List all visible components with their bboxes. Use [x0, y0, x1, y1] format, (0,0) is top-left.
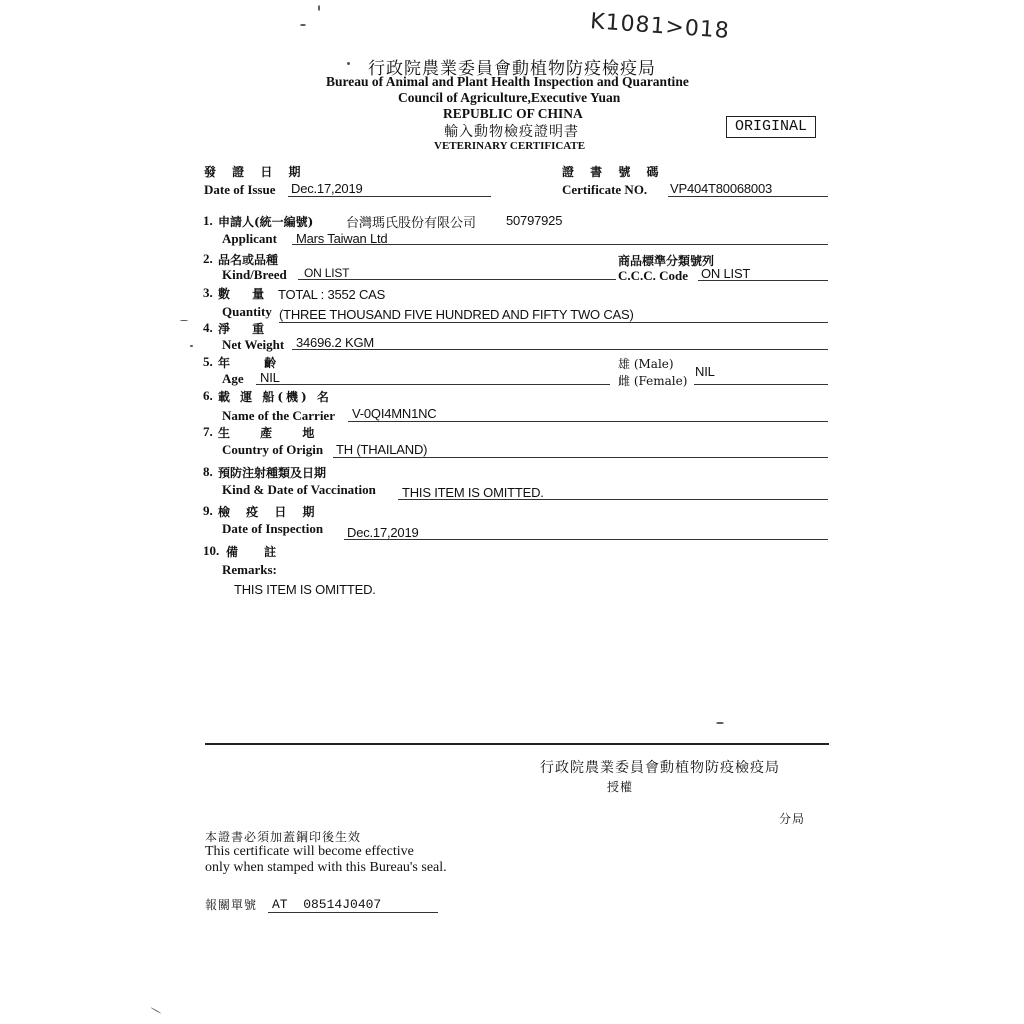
- field-number: 3.: [203, 285, 213, 300]
- inspection-value: Dec.17,2019: [347, 525, 419, 540]
- applicant-id: 50797925: [506, 213, 563, 228]
- origin-label: Country of Origin: [222, 442, 324, 457]
- header-council-en: Council of Agriculture,Executive Yuan: [398, 90, 621, 105]
- seal-note-en-1: This certificate will become effective: [205, 844, 414, 859]
- inspection-label-cn: 檢 疫 日 期: [218, 505, 321, 519]
- applicant-label: Applicant: [222, 231, 277, 246]
- field-number: 9.: [203, 503, 213, 518]
- field-number: 6.: [203, 388, 213, 403]
- kind-value: ON LIST: [304, 266, 350, 280]
- header-country-en: REPUBLIC OF CHINA: [443, 106, 583, 121]
- header-doc-cn: 輸入動物檢疫證明書: [444, 124, 579, 140]
- cert-no-label-cn: 證 書 號 碼: [562, 165, 665, 179]
- kind-label-cn: 品名或品種: [218, 253, 279, 267]
- remarks-label-cn: 備 註: [226, 545, 277, 559]
- scan-speck: [347, 62, 350, 65]
- vaccination-value: THIS ITEM IS OMITTED.: [402, 485, 544, 500]
- applicant-value: Mars Taiwan Ltd: [296, 231, 388, 246]
- footer-branch-cn: 分局: [779, 812, 806, 826]
- footer-divider: [205, 743, 829, 745]
- cert-no-label: Certificate NO.: [562, 182, 648, 197]
- underline: [256, 384, 610, 385]
- quantity-value: (THREE THOUSAND FIVE HUNDRED AND FIFTY TWO CAS): [279, 307, 634, 322]
- field-number: 10.: [203, 543, 220, 558]
- original-stamp-box: ORIGINAL: [726, 116, 816, 138]
- ccc-label: C.C.C. Code: [618, 268, 689, 283]
- header-title-cn: 行政院農業委員會動植物防疫檢疫局: [368, 59, 656, 79]
- customs-label-cn: 報關單號: [205, 898, 258, 912]
- net-weight-label-cn: 淨 重: [218, 322, 265, 336]
- ccc-label-cn: 商品標準分類號列: [618, 254, 715, 268]
- applicant-label-cn: 申請人(統一編號): [218, 215, 314, 229]
- underline: [288, 196, 491, 197]
- field-number: 2.: [203, 251, 213, 266]
- sex-value: NIL: [695, 364, 715, 379]
- remarks-label: Remarks:: [222, 562, 277, 577]
- age-label-cn: 年 齡: [218, 356, 277, 370]
- field-number: 8.: [203, 464, 213, 479]
- quantity-label-cn: 數 量: [218, 287, 265, 301]
- applicant-name-cn: 台灣瑪氏股份有限公司: [346, 216, 477, 231]
- underline: [694, 384, 828, 385]
- scan-speck: [716, 722, 724, 724]
- carrier-value: V-0QI4MN1NC: [352, 406, 437, 421]
- field-number: 4.: [203, 320, 213, 335]
- header-bureau-en: Bureau of Animal and Plant Health Inspection and Quarantine: [326, 74, 689, 89]
- footer-authority-cn: 行政院農業委員會動植物防疫檢疫局: [540, 760, 780, 776]
- seal-note-en-2: only when stamped with this Bureau's seal.: [205, 860, 447, 875]
- field-number: 5.: [203, 354, 213, 369]
- remarks-value: THIS ITEM IS OMITTED.: [234, 582, 376, 597]
- age-value: NIL: [260, 370, 280, 385]
- net-weight-label: Net Weight: [222, 337, 285, 352]
- underline: [668, 196, 828, 197]
- cert-no-value: VP404T80068003: [670, 181, 773, 196]
- underline: [344, 539, 828, 540]
- underline: [398, 499, 828, 500]
- scan-speck: [151, 1007, 162, 1014]
- underline: [279, 322, 828, 323]
- kind-label: Kind/Breed: [222, 267, 287, 282]
- scan-speck: [190, 345, 193, 347]
- vaccination-label: Kind & Date of Vaccination: [222, 482, 376, 497]
- issue-date-label-cn: 發 證 日 期: [204, 165, 307, 179]
- underline: [268, 912, 438, 913]
- underline: [348, 421, 828, 422]
- female-label: 雌 (Female): [618, 374, 688, 388]
- issue-date-label: Date of Issue: [204, 182, 276, 197]
- underline: [292, 244, 828, 245]
- vaccination-label-cn: 預防注射種類及日期: [218, 466, 327, 480]
- scan-speck: [180, 320, 188, 321]
- age-label: Age: [222, 371, 244, 386]
- footer-authorized-cn: 授權: [607, 780, 634, 794]
- carrier-label: Name of the Carrier: [222, 408, 335, 423]
- carrier-label-cn: 載 運 船(機) 名: [218, 390, 332, 404]
- underline: [292, 349, 828, 350]
- origin-value: TH (THAILAND): [336, 442, 428, 457]
- field-number: 1.: [203, 213, 213, 228]
- handwritten-reference: K1081>018: [589, 9, 731, 44]
- male-label: 雄 (Male): [618, 357, 674, 371]
- origin-label-cn: 生 產 地: [218, 426, 315, 440]
- quantity-label: Quantity: [222, 304, 272, 319]
- underline: [333, 457, 828, 458]
- inspection-label: Date of Inspection: [222, 521, 324, 536]
- underline: [298, 279, 616, 280]
- ccc-value: ON LIST: [701, 266, 751, 281]
- customs-value: AT 08514J0407: [272, 897, 382, 912]
- header-doc-en: VETERINARY CERTIFICATE: [434, 140, 586, 152]
- quantity-total: TOTAL : 3552 CAS: [278, 287, 386, 302]
- underline: [698, 280, 828, 281]
- net-weight-value: 34696.2 KGM: [296, 335, 375, 350]
- issue-date-value: Dec.17,2019: [291, 181, 363, 196]
- scan-speck: [318, 5, 320, 11]
- field-number: 7.: [203, 424, 213, 439]
- scan-speck: [300, 24, 306, 26]
- seal-note-cn: 本證書必須加蓋鋼印後生效: [205, 830, 362, 844]
